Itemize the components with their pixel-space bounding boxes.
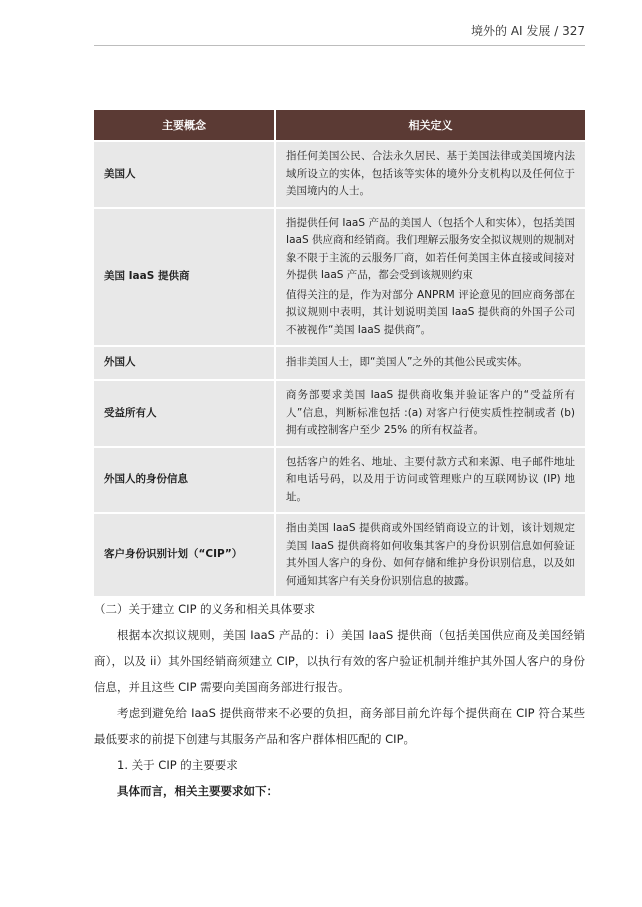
paragraph: 考虑到避免给 IaaS 提供商带来不必要的负担，商务部目前允许每个提供商在 CIP 符合某些最低要求的前提下创建与其服务产品和客户群体相匹配的 CIP。 [94, 706, 585, 746]
table-row [94, 208, 585, 347]
definition-cell [275, 346, 585, 380]
definition-text: 商务部要求美国 IaaS 提供商收集并验证客户的“受益所有人”信息，判断标准包括 :(a) 对客户行使实质性控制或者 (b) 拥有或控制客户至少 25% 的所有权益者。 [286, 389, 575, 436]
subheading: 1. 关于 CIP 的主要要求 [117, 758, 238, 772]
definition-text: 值得关注的是，作为对部分 ANPRM 评论意见的回应商务部在拟议规则中表明，其计划说明美国 IaaS 提供商的外国子公司不被视作“美国 IaaS 提供商”。 [286, 288, 575, 336]
term-cell: 受益所有人 [94, 380, 275, 447]
definition-text: 指任何美国公民、合法永久居民、基于美国法律或美国境内法域所设立的实体，包括该等实体的境外分支机构以及任何位于美国境内的人士。 [286, 150, 575, 197]
running-title: 境外的 AI 发展 / 327 [471, 24, 585, 38]
term-cell: 客户身份识别计划（“CIP”） [94, 513, 275, 596]
lead-in-text: 具体而言，相关主要要求如下： [117, 784, 278, 798]
paragraph: 根据本次拟议规则，美国 IaaS 产品的：i）美国 IaaS 提供商（包括美国供应商及美国经销商），以及 ii）其外国经销商须建立 CIP，以执行有效的客户验证机制并维护其外国人客户的身份信息，并且这些 CIP 需要向美国商务部进行报告。 [94, 628, 585, 694]
term-cell: 美国 IaaS 提供商 [94, 208, 275, 347]
definition-cell [275, 141, 585, 208]
term-cell: 外国人的身份信息 [94, 447, 275, 514]
table-header-row [94, 110, 585, 141]
table-row [94, 380, 585, 447]
definition-text: 指由美国 IaaS 提供商或外国经销商设立的计划，该计划规定美国 IaaS 提供商将如何收集其客户的身份识别信息如何验证其外国人客户的身份、如何存储和维护身份识别信息，以及如何通知其客户有关身份识别信息的披露。 [286, 522, 575, 587]
table-row [94, 447, 585, 514]
table-row [94, 346, 585, 380]
body-text [94, 596, 585, 804]
column-header-definition: 相关定义 [275, 110, 585, 141]
definition-cell [275, 380, 585, 447]
definition-cell [275, 513, 585, 596]
table-row [94, 141, 585, 208]
table-row [94, 513, 585, 596]
definition-text: 指提供任何 IaaS 产品的美国人（包括个人和实体），包括美国 IaaS 供应商和经销商。我们理解云服务安全拟议规则的规制对象不限于主流的云服务厂商，如若任何美国主体直接或间接对外提供 IaaS 产品，都会受到该规则约束 [286, 216, 575, 281]
term-cell: 美国人 [94, 141, 275, 208]
definition-text: 指非美国人士，即“美国人”之外的其他公民或实体。 [286, 356, 528, 369]
definition-text: 包括客户的姓名、地址、主要付款方式和来源、电子邮件地址和电话号码，以及用于访问或管理账户的互联网协议 (IP) 地址。 [286, 455, 575, 503]
column-header-concept: 主要概念 [94, 110, 275, 141]
definitions-table [94, 110, 585, 596]
definition-cell [275, 447, 585, 514]
section-heading: （二）关于建立 CIP 的义务和相关具体要求 [94, 602, 316, 616]
running-header [94, 22, 585, 46]
definition-cell [275, 208, 585, 347]
term-cell: 外国人 [94, 346, 275, 380]
